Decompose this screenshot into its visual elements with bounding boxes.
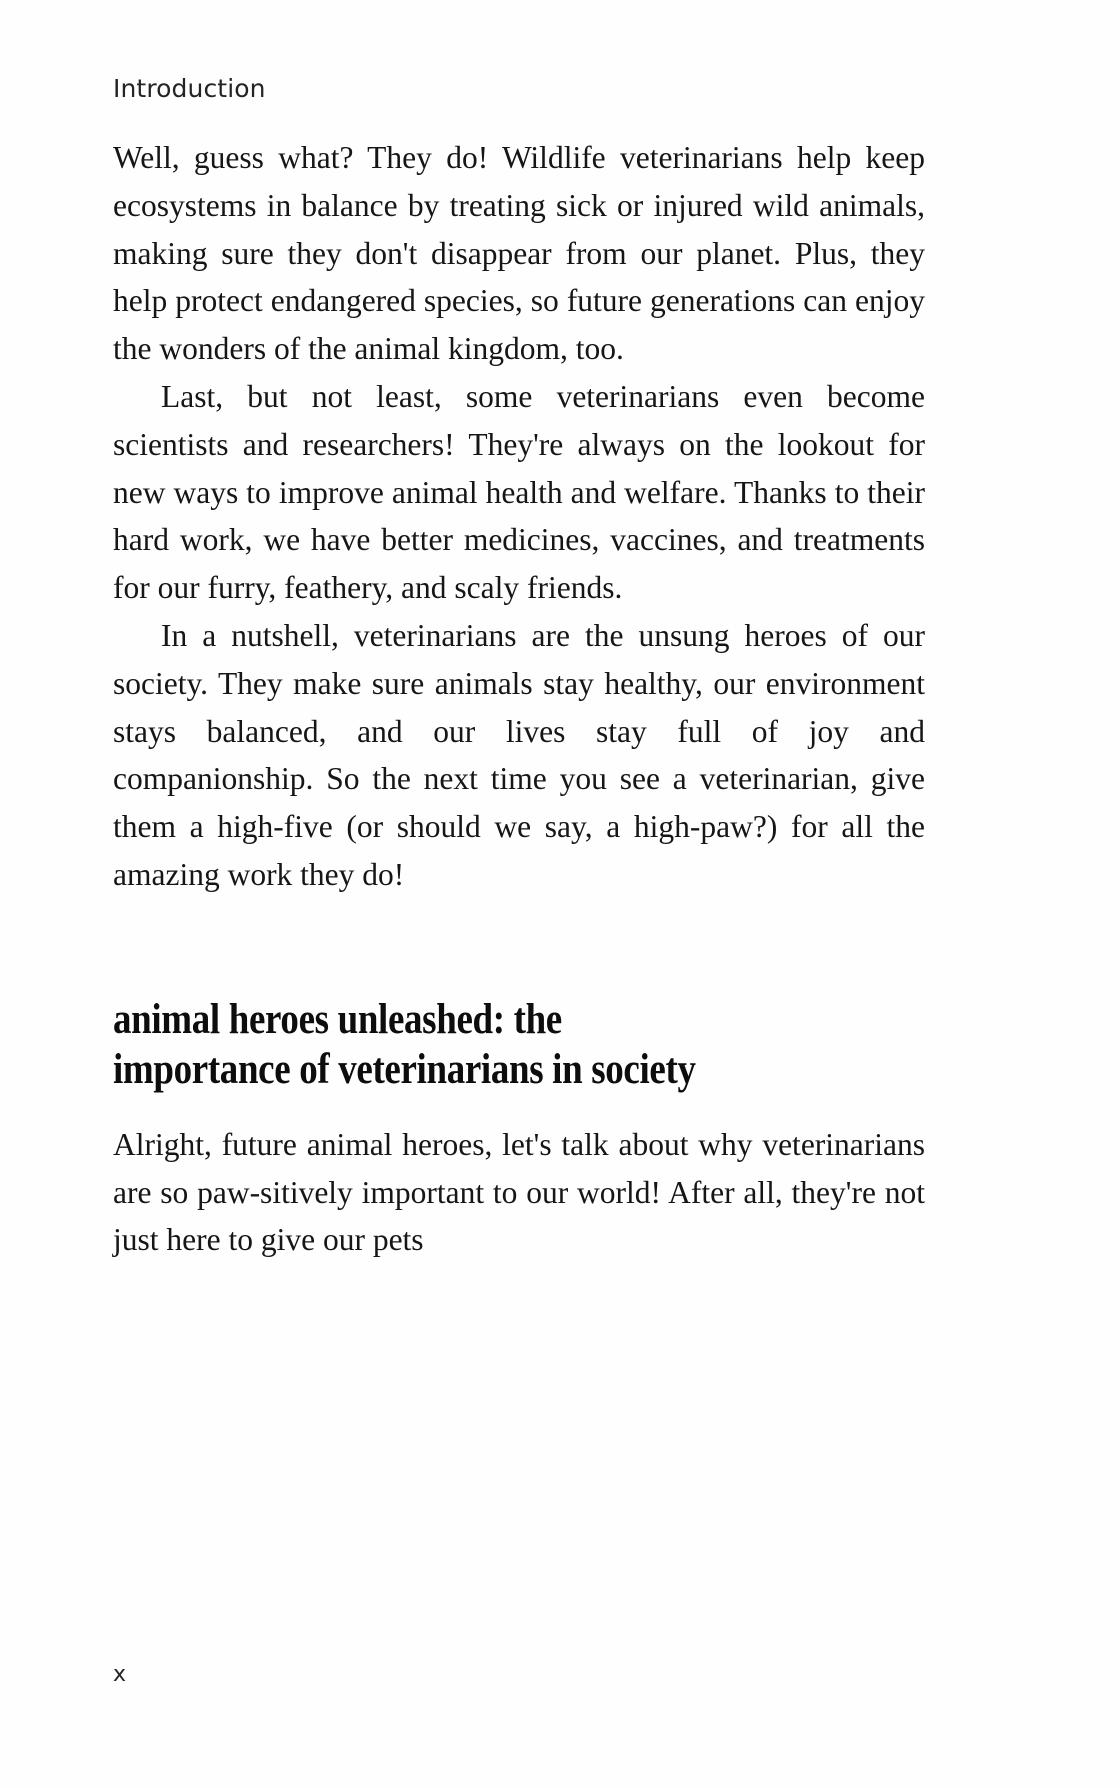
section-heading-block <box>113 995 925 1095</box>
section-heading-line-1: animal heroes unleashed: the <box>113 995 562 1043</box>
running-header: Introduction <box>113 74 266 103</box>
paragraph-unsung-heroes: In a nutshell, veterinarians are the unsung heroes of our society. They make sure animals stay healthy, our environment stays balanced, and our lives stay full of joy and companionship. So the next time you see a veterinarian, give them a high-five (or should we say, a high-paw?) for all the amazing work they do! <box>113 617 925 892</box>
page-number: x <box>113 1662 127 1687</box>
paragraph-wildlife-vets: Well, guess what? They do! Wildlife veterinarians help keep ecosystems in balance by treating sick or injured wild animals, making sure they don't disappear from our planet. Plus, they help protect endangered species, so future generations can enjoy the wonders of the animal kingdom, too. <box>113 140 925 367</box>
paragraph-alright-future-heroes: Alright, future animal heroes, let's talk about why veterinarians are so paw-sitively important to our world! After all, they're not just here to give our pets <box>113 1126 925 1258</box>
text-column <box>113 134 925 1264</box>
paragraph-scientists-researchers: Last, but not least, some veterinarians even become scientists and researchers! They're always on the lookout for new ways to improve animal health and welfare. Thanks to their hard work, we have better medicines, vaccines, and treatments for our furry, feathery, and scaly friends. <box>113 378 925 606</box>
section-heading-line-2: importance of veterinarians in society <box>113 1045 696 1093</box>
